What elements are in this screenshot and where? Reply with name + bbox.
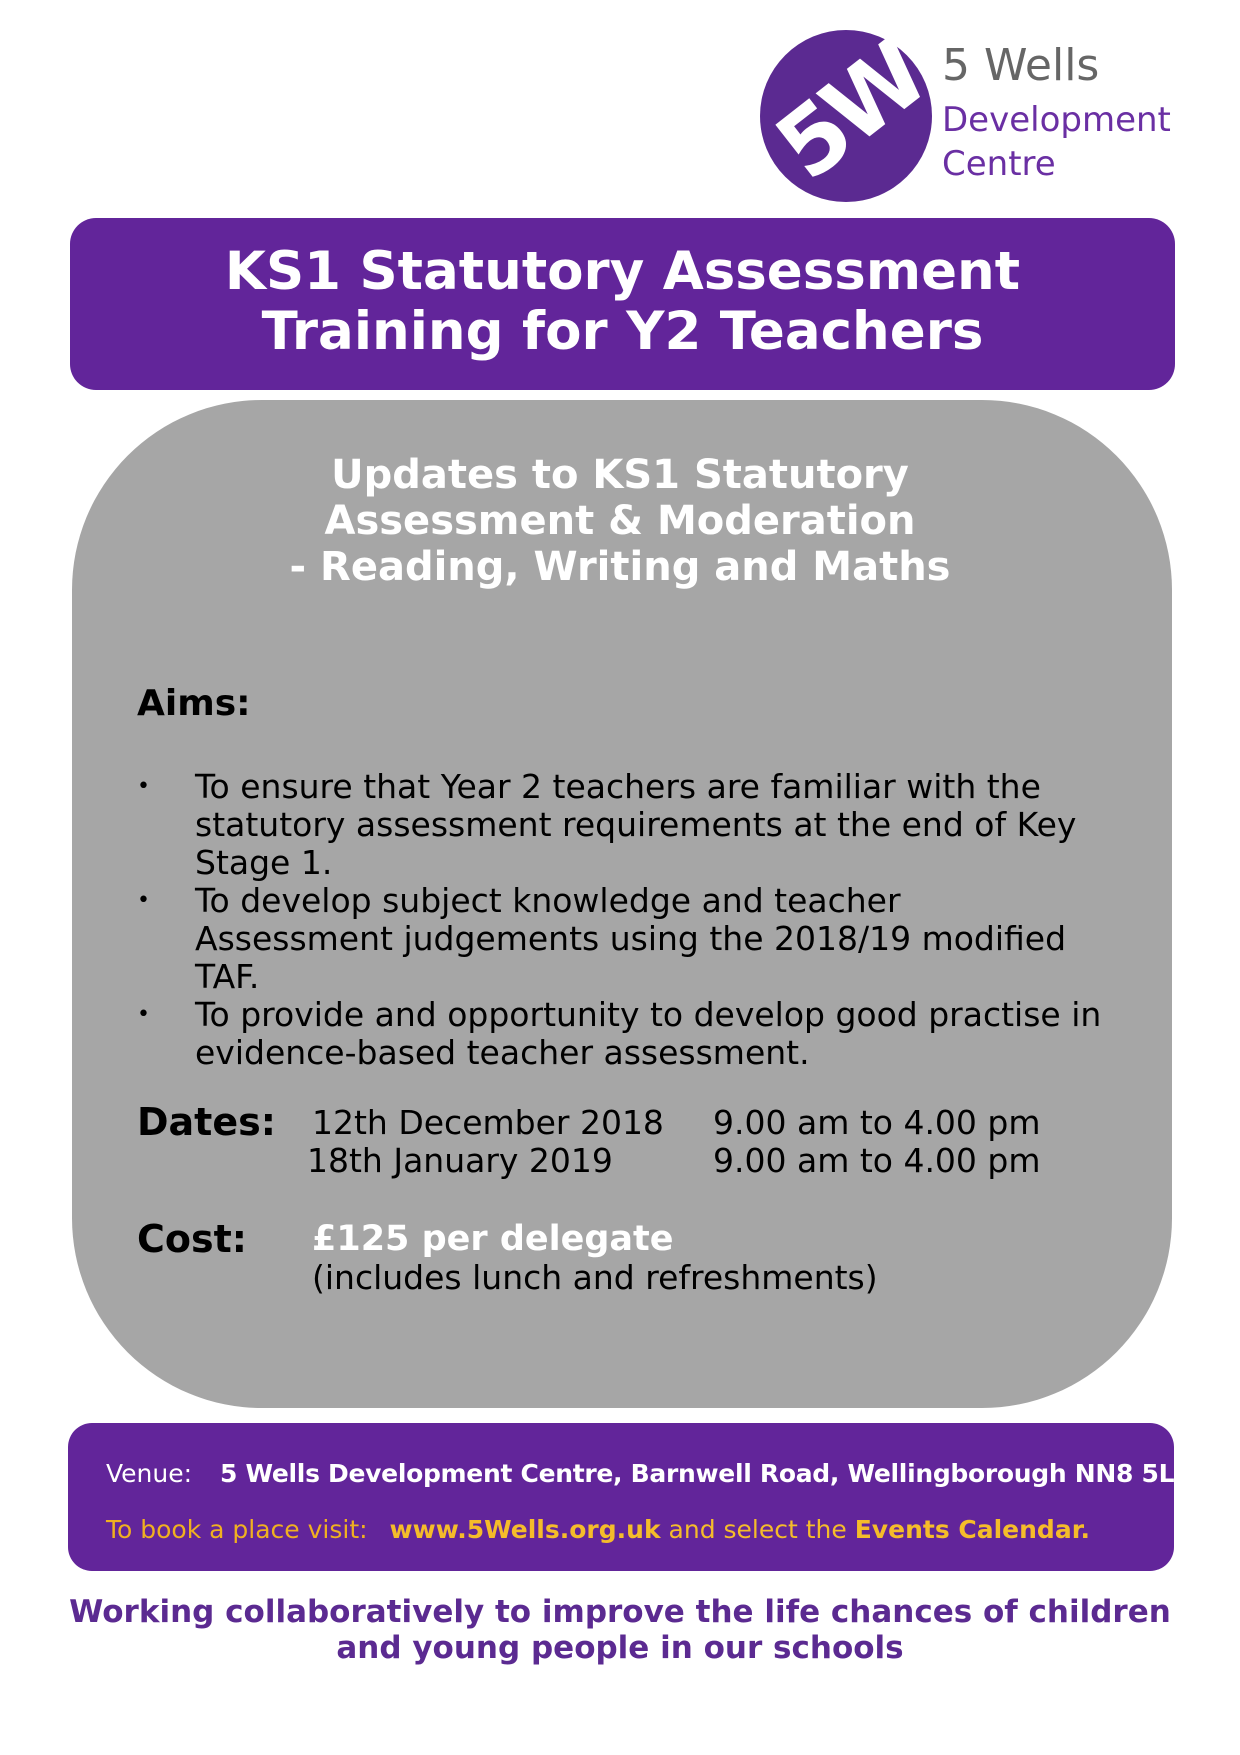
title-line-2: Training for Y2 Teachers [261,301,984,362]
venue-banner [68,1423,1196,1571]
cost-note: (includes lunch and refreshments) [312,1258,878,1297]
tagline [0,1594,1240,1666]
title-banner [70,218,1175,390]
logo-subtitle-1: Development [942,100,1171,140]
aim-line: To develop subject knowledge and teacher [195,881,901,920]
subtitle-line-3: - Reading, Writing and Maths [289,544,951,590]
bullet-icon: • [137,774,150,799]
aims-heading: Aims: [137,683,251,724]
date-2: 18th January 2019 [307,1141,613,1180]
aim-line: Assessment judgements using the 2018/19 modified [195,919,1067,958]
logo-circle [756,22,944,202]
cost-price: £125 per delegate [312,1219,674,1259]
logo-subtitle-2: Centre [942,144,1056,184]
subtitle-line-1: Updates to KS1 Statutory [331,452,909,498]
bullet-icon: • [137,888,150,913]
course-subtitle [0,452,1240,590]
booking-middle-text: and select the [668,1515,847,1544]
subtitle-line-2: Assessment & Moderation [324,498,916,544]
aim-line: TAF. [195,957,260,996]
tagline-line-1: Working collaboratively to improve the life chances of children [69,1594,1171,1630]
dates-heading: Dates: [137,1100,276,1144]
logo-mark: 5W [756,22,944,201]
booking-line [106,1515,1090,1544]
venue-line [106,1459,1195,1488]
aim-line: evidence-based teacher assessment. [195,1033,810,1072]
venue-label: Venue: [106,1459,193,1488]
tagline-line-2: and young people in our schools [336,1630,904,1666]
title-line-1: KS1 Statutory Assessment [224,241,1021,302]
logo [756,22,1180,205]
cost-heading: Cost: [137,1217,247,1261]
aim-line: statutory assessment requirements at the end of Key [195,805,1077,844]
logo-name: 5 Wells [942,40,1100,91]
aim-line: To ensure that Year 2 teachers are familiar with the [195,767,1041,806]
aim-item [137,996,1137,1072]
aim-line: Stage 1. [195,843,333,882]
aim-item [137,768,1137,882]
aim-line: To provide and opportunity to develop good practise in [195,995,1102,1034]
bullet-icon: • [137,1002,150,1027]
booking-url-link[interactable]: www.5Wells.org.uk [389,1515,661,1544]
booking-prefix: To book a place visit: [106,1515,368,1544]
time-1: 9.00 am to 4.00 pm [713,1103,1041,1142]
time-2: 9.00 am to 4.00 pm [713,1141,1041,1180]
events-calendar-text: Events Calendar. [854,1515,1090,1544]
venue-address: 5 Wells Development Centre, Barnwell Road, Wellingborough NN8 5LQ [220,1459,1196,1488]
aims-list [137,768,1137,1072]
date-1: 12th December 2018 [312,1103,664,1142]
aim-item [137,882,1137,996]
